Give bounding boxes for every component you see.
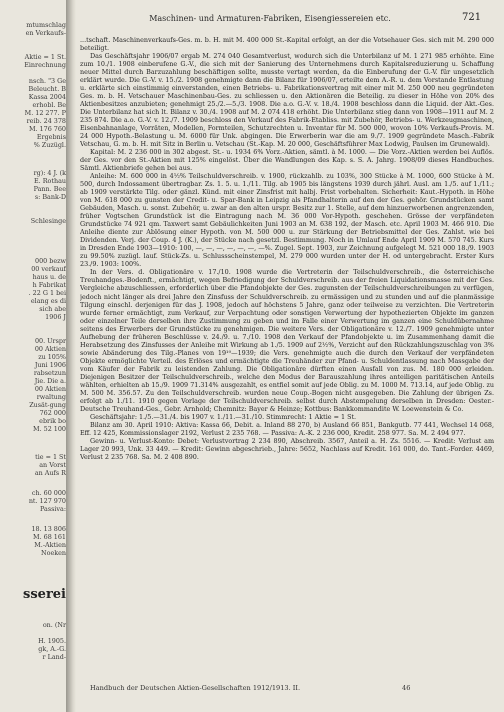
- adjacent-page-line: tie = 1 St: [35, 454, 66, 461]
- adjacent-page-line: an Aufs R: [34, 470, 66, 477]
- main-text-column: [80, 36, 494, 666]
- adjacent-page-line: rwaltung: [36, 394, 66, 401]
- page-footer: [90, 684, 480, 692]
- adjacent-page-line: M. 176 760: [28, 126, 66, 133]
- book-gutter: [66, 0, 76, 712]
- text-paragraph: Anleihe: M. 600 000 in 4½% Teilschuldverschreib. v. 1900, rückzahlb. zu 103%, 300 Stücke à M. 1000, 600 Stücke à M. 500, durch Indossament übertragbar. Zs. 1. 5. u. 1./11. Tilg. ab 1905 bis längstens 1939 durch jährl. Ausl. am 1./5. auf 1./11.; ab 1909 verstärkte Tilg. oder gänzl. Künd. mit einer Zinsfrist mit halbj. Frist vorbehalten. Sicherheit: Kaut.-Hypoth. in Höhe von M. 618 000 zu gunsten der Credit- u. Spar-Bank in Leipzig als Pfandhalterin auf den der Ges. gehör. Grundstücken samt Gebäuden, Masch. u. sonst. Zubehör, u. zwar an den alten urspr. Besitz zur 1. Stelle, auf dem hinzuerworbenen angrenzenden, früher Vogtschen Grundstück ist die Eintragung nach M. 36 000 Vor-Hypoth. geschehen. Grösse der verpfändeten Grundstücke 74 921 qm. Taxwert samt Gebäulichkeiten Juni 1903 an M. 638 192, der Masch. etc. April 1903 M. 466 910. Die Anleihe diente zur Ablösung einer Hypoth. von M. 500 000 u. zur Stärkung der Betriebsmittel der Ges. Zahlst. wie bei Dividenden. Verj. der Coup. 4 J. (K.), der Stücke nach gesetzl. Bestimmung. Noch in Umlauf Ende April 1909 M. 570 745. Kurs in Dresden Ende 1903—1910: 100, —, —, —, —, —, —, —%. Zugel. Sept. 1903, zur Zeichnung aufgelegt M. 521 000 18./9. 1903 zu 99.50% zuzügl. lauf. Stück-Zs. u. Schlussscheinstempel, M. 279 000 wurden unter der H. od untergebracht. Erster Kurs 23./9. 1903: 100%.: [80, 172, 494, 269]
- adjacent-page-line: gk, A.-G.: [38, 646, 66, 653]
- adjacent-page-line: Jie. Die a.: [34, 378, 66, 385]
- adjacent-page-line: Pann. Bee: [33, 186, 66, 193]
- footer-publication: Handbuch der Deutschen Aktien-Gesellschaften 1912/1913. II.: [90, 684, 301, 692]
- adjacent-page-line: 762 000: [39, 410, 66, 417]
- text-paragraph: Geschäftsjahr: 1./5.—31./4. bis 1907 v. 1./11.—31./10. Stimmrecht: 1 Aktie = 1 St.: [90, 412, 357, 421]
- adjacent-page-line: M.-Aktien: [34, 542, 66, 549]
- adjacent-page-fragment: [0, 22, 66, 690]
- adjacent-page-line: ch. 60 000: [31, 490, 66, 497]
- text-paragraph: ...tschaft. Maschinenverkaufs-Ges. m. b. H. mit M. 400 000 St.-Kapital erfolgt, an der die Votsehauer Ges. sich mit M. 290 000 beteiligt.: [80, 36, 494, 53]
- adjacent-page-heading: sserei: [23, 587, 66, 602]
- adjacent-page-line: Ergebnis: [36, 134, 66, 141]
- adjacent-page-line: E. Rothau: [34, 178, 66, 185]
- text-paragraph: Gewinn- u. Verlust-Konto: Debet: Verlustvortrag 2 234 890, Abschreib. 3567, Anteil a. H. Zs. 5516. — Kredit: Verlust am Lager 20 993, Unk. 33 449. — Kredit: Gewinn abgeschrieb., Jahre: 5652, Nachlass auf Kredit. 161 000, do. Tant.-Forder. 4469, Verlust 2 235 768. Sa. M. 2 408 890.: [80, 436, 494, 461]
- text-paragraph: In der Vers. d. Obligationäre v. 17./10. 1908 wurde die Vertreterin der Teilschuldverschreib., die österreichische Treuhandges.-Bodenft., ermächtigt, wegen Befriedigung der Schuldverschreib. aus der freien Liquidationsmasse mit der Ges. Vergleiche abzuschliessen, erforderlich über die Pfandobjekte der Ges. zugunsten der Teilschuldverschreibungen zu verfügen, jedoch nicht länger als drei Jahre den Zinsfuss der Schuldverschreib. zu ermässigen und zu stunden und auf die planmässige Tilgung einschl. derjenigen für das J. 1908, jedoch auf höchstens 5 Jahre, ganz oder teilweise zu verzichten. Die Vertreterin wurde ferner ermächtigt, zum Verkauf, zur Verpachtung oder sonstigen Verwertung der hypothezierten Objekte im ganzen oder einzelner Teile derselben ihre Zustimmung zu geben und im Falle einer Verwertung im ganzen eine Schuldübernahme seitens des Erwerbers der Grundstücke zu genehmigen. Die weitere Vers. der Obligationäre v. 12./7. 1909 genehmigte unter Aufhebung der früheren Beschlüsse v. 24./9. u. 7./10. 1908 den Verkauf der Pfandobjekte u. im Zusammenhang damit die Herabsetzung des Zinsfusses der Anleihe mit Wirkung ab 1./5. 1909 auf 2½%, Verzicht auf den Rückzahlungszuschlag von 3% sowie Abänderung des Tilg.-Planes von 19¹⁰—1939; die Vers. genehmigte auch die durch den Verkauf der verpfändeten Objekte ermöglichte Verteil. des Erlöses und ermächtigte die Treuhänder zur Pfand- u. Schuldentlassung nach Massgabe der vom Käufer der Fabrik zu leistenden Zahlung. Die Obligationäre dürften einen Ausfall von zus. M. 180 000 erleiden. Diejenigen Besitzer der Teilschuldverschreib., welche den Modus der Barauszahlung ihres anteiligen paritätischen Anteils wählten, erhielten ab 15./9. 1909 71.314% ausgezahlt, es entfiel somit auf jede Oblig. zu M. 1000 M. 713.14, auf jede Oblig. zu M. 500 M. 356.57. Zu den Teilschuldverschreib. wurden neue Coup.-Bogen nicht ausgegeben. Die Zahlung der übrigen Zs. erfolgt ab 1./11. 1910 gegen Vorlage der Teilschuldverschreib. selbst durch Abstempelung derselben in Dresden: Oester.-Deutsche Treuhand-Ges., Gebr. Arnhold; Chemnitz: Bayer & Heinze; Kottbus: Bankkommandite W. Loewenstein & Co.: [80, 268, 494, 413]
- adjacent-page-line: zu 105%: [38, 354, 66, 361]
- adjacent-page-line: Juni 1906: [34, 362, 66, 369]
- adjacent-page-line: 00. Urspr: [34, 338, 66, 345]
- adjacent-page-line: Schlesinge: [30, 218, 66, 225]
- adjacent-page-line: M. 12 277. P: [24, 110, 66, 117]
- adjacent-page-line: % Zuzügl.: [33, 142, 66, 149]
- adjacent-page-line: on. (Nr: [42, 622, 66, 629]
- adjacent-page-line: nsch. "3 Ge: [28, 78, 66, 85]
- adjacent-page-line: Aktie = 1 St.: [24, 54, 66, 61]
- adjacent-page-line: Einrechnung: [24, 62, 66, 69]
- adjacent-page-line: 00 Aktien: [34, 386, 66, 393]
- adjacent-page-line: Passiva:: [40, 506, 66, 513]
- adjacent-page-line: 18. 13 806: [31, 526, 66, 533]
- text-paragraph: Das Geschäftsjahr 1906/07 ergab M. 274 040 Gesamtverlust, wodurch sich die Unterbilanz uf M. 1 271 985 erhöhte. Eine zum 10./1. 1908 einberufene G.-V., die sich mit der Sanierung des Unternehmens durch Kapitalsreduzierung u. Schaffung neuer Mittel durch Barzuzahlung beschäftigen sollte, musste vertagt werden, da die Einberufung der G.-V. für ungesetzlich erklärt wurde. Die G.-V. v. 15./2. 1908 genehmigte dann die Bilanz für 1906/07, erteilte dem A.-R. u. dem Vorstande Entlastung u. erklärte sich einstimmig einverstanden, einen Betriebs- u. Fabrikationsvertrag mit einer mit M. 250 000 neu gegründeten Ges. m. b. H. Vetschauer Maschinenbau-Ges. zu schliessen u. den Aktionären die Beteilig. zu dieser in Höhe von 20% des Aktienbesitzes anzubieten; genehmigt 25./2.—5./3. 1908. Die a.o. G.-V. v. 18./4. 1908 beschloss dann die Liquid. der Akt.-Ges. Die Unterbilanz hat sich lt. Bilanz v. 30./4. 1908 auf M. 2 074 418 erhöht. Die Unterbilanz stieg dann von 1908—1911 auf M. 2 235 874. Die a.o. G.-V. v. 12./7. 1909 beschloss den Verkauf des Fabrik-Etabliss. mit Zubehör, Betriebs- u. Werkzeugmaschinen, Eisenbahnanlage, Vorräten, Modellen, Formteilen, Schutzrechten u. Inventar für M. 500 000, wovon 10% Verkaufs-Provis. M. 24 000 Hypoth.-Belastung u. M. 6000 für Unk. abgingen. Die Erwerberin war die am 9./7. 1909 gegründete Masch.-Fabrik Vetschau, G. m. b. H. mit Sitz in Berlin u. Vetschau (St.-Kap. M. 20 000, Geschäftsführer Max Lodwig, Paulsen im Grunewald).: [80, 52, 494, 149]
- adjacent-page-line: h Fabrikat: [32, 282, 66, 289]
- text-paragraph: Bilanz am 30. April 1910: Aktiva: Kassa 66, Debit. a. Inland 88 270, b) Ausland 66 851, Bankgutb. 77 441, Wechsel 14 068, Eff. 12 425, Kommissionslager 2192, Verlust 2 235 768. — Passiva: A.-K. 2 236 000, Kredit. 258 977. Sa. M. 2 494 977.: [80, 420, 494, 437]
- adjacent-page-line: reib. 24 378: [26, 118, 66, 125]
- adjacent-page-line: Beleucht. B: [28, 86, 66, 93]
- adjacent-page-line: erhobl. Be: [32, 102, 66, 109]
- adjacent-page-line: an Vorst: [39, 462, 66, 469]
- adjacent-page-line: 1906 J: [45, 314, 66, 321]
- adjacent-page-line: elang es di: [30, 298, 66, 305]
- adjacent-page-line: rg): 4 J. (k: [33, 170, 66, 177]
- adjacent-page-line: . 22 G 1 bei: [28, 290, 66, 297]
- adjacent-page-line: en Verkaufs-: [25, 30, 66, 37]
- adjacent-page-line: H. 1905.: [38, 638, 66, 645]
- adjacent-page-line: r Land-: [42, 654, 66, 661]
- adjacent-page-line: 000 bezw: [35, 258, 66, 265]
- adjacent-page-line: 00 Aktien: [34, 346, 66, 353]
- adjacent-page-line: rabsetzun: [33, 370, 66, 377]
- adjacent-page-line: Zusät-gung: [29, 402, 66, 409]
- adjacent-page-line: M. 68 161: [33, 534, 66, 541]
- adjacent-page-line: haus u. de: [32, 274, 66, 281]
- footer-signature-number: 46: [402, 684, 411, 692]
- text-paragraph: Kapital: M. 2 236 000 in 302 abgest. St.- u. 1934 6% Vorz.-Aktien, sämtl. à M. 1000. — Die Vorz.-Aktien werden bei Auflös. der Ges. vor den St.-Aktien mit 125% eingelöst. Über die Wandlungen des Kap. s. S. A. Jahrg. 1908/09 dieses Handbuches. Sämtl. Aktienbriefe gehen bei aus.: [80, 148, 494, 173]
- running-header: Maschinen- und Armaturen-Fabriken, Eisengiessereien etc.: [149, 14, 391, 23]
- adjacent-page-line: M. 52 100: [33, 426, 66, 433]
- adjacent-page-line: Kassa 2004: [28, 94, 66, 101]
- adjacent-page-line: nt. 127 970: [28, 498, 66, 505]
- adjacent-page-line: 00 verkauf: [31, 266, 66, 273]
- adjacent-page-line: ebrik bo: [39, 418, 66, 425]
- adjacent-page-line: sich abe: [39, 306, 66, 313]
- adjacent-page-line: mtumschlag: [26, 22, 66, 29]
- adjacent-page-line: Noeken: [41, 550, 66, 557]
- page-number: 721: [462, 12, 482, 23]
- adjacent-page-line: s: Bank-D: [34, 194, 66, 201]
